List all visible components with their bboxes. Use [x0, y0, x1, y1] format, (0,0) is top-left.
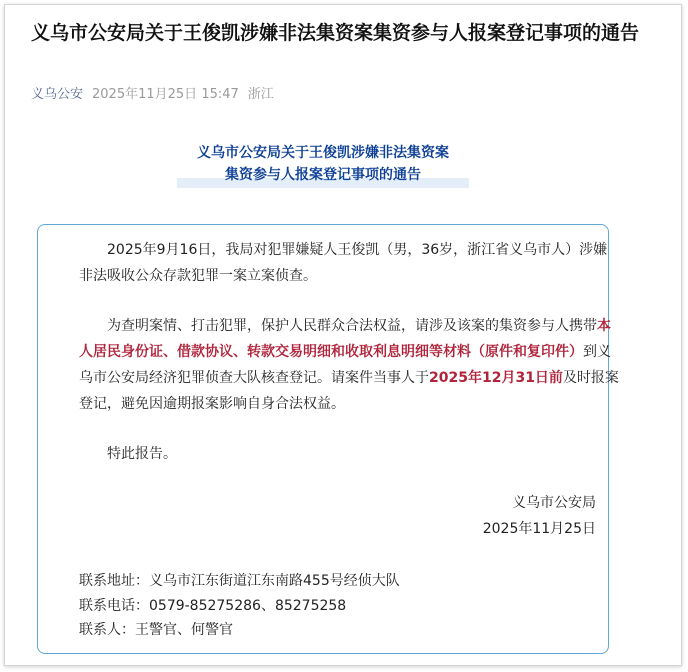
- notice-paragraph-1: [79, 237, 619, 289]
- deadline-highlight: 2025年12月31日前: [429, 370, 563, 386]
- article-card: [4, 4, 682, 666]
- article-meta: [31, 86, 274, 104]
- banner-title-line-2: 集资参与人报案登记事项的通告: [225, 167, 421, 183]
- publish-location: 浙江: [247, 87, 274, 102]
- publish-time: 2025年11月25日 15:47: [92, 87, 239, 102]
- registration-place-text: 到义乌市公安局经济犯罪侦查大队核查登记。请案件当事人于: [79, 344, 611, 386]
- case-filing-text: 2025年9月16日，我局对犯罪嫌疑人王俊凯（男，36岁，浙江省义乌市人）涉嫌非法吸收公众存款犯罪一案立案侦查。: [79, 242, 608, 284]
- notice-banner: [177, 142, 469, 190]
- registration-advice-text: 及时报案登记，避免因逾期报案影响自身合法权益。: [79, 370, 619, 412]
- required-materials-highlight: 本人居民身份证、借款协议、转款交易明细和收取利息明细等材料（原件和复印件）: [79, 318, 611, 360]
- notice-closing: [79, 441, 619, 467]
- contact-phone: 联系电话：0579-85275286、85275258: [79, 598, 347, 614]
- instruction-intro-text: 为查明案情、打击犯罪，保护人民群众合法权益，请涉及该案的集资参与人携带: [107, 318, 597, 334]
- closing-text: 特此报告。: [107, 446, 177, 462]
- account-name-link[interactable]: 义乌公安: [31, 87, 84, 102]
- notice-paragraph-2: [79, 313, 619, 417]
- notice-body-box: [37, 224, 619, 654]
- article-title: 义乌市公安局关于王俊凯涉嫌非法集资案集资参与人报案登记事项的通告: [31, 22, 640, 44]
- signature-organization: 义乌市公安局: [512, 495, 596, 511]
- contact-address: 联系地址：义乌市江东街道江东南路455号经侦大队: [79, 573, 400, 589]
- signature-date: 2025年11月25日: [482, 521, 596, 537]
- contact-person: 联系人：王警官、何警官: [79, 622, 233, 638]
- banner-title-line-1: 义乌市公安局关于王俊凯涉嫌非法集资案: [197, 145, 449, 161]
